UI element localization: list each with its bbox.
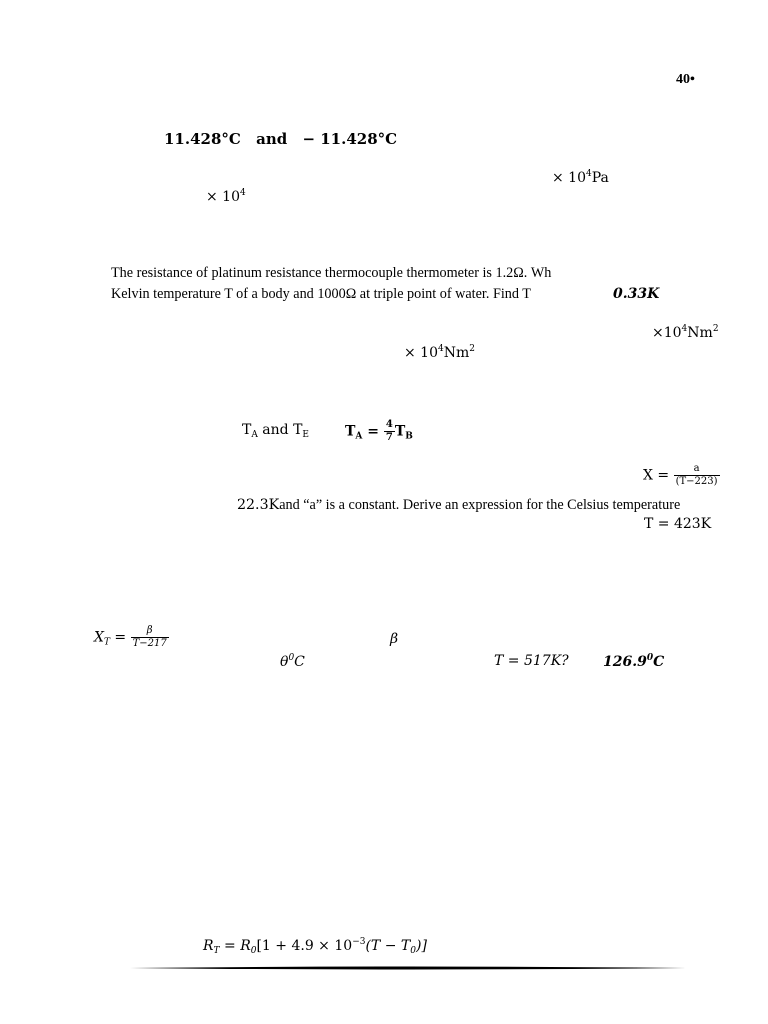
t-517k: T = 517K? (494, 653, 569, 669)
xt-expression: $X_T$ = $\frac{\beta}{T-217}$ (94, 625, 167, 649)
x-expression: X = $\frac{a}{(T-223)}$ (643, 463, 718, 487)
stress-value-middle: × $10^4Nm^2$ (404, 344, 475, 361)
temperature-answers (164, 130, 397, 148)
problem-text-line-1: The resistance of platinum resistance thermocouple thermometer is 1.2Ω. Wh (111, 265, 552, 281)
problem-text-line-2: Kelvin temperature T of a body and 1000Ω at triple point of water. Find T (111, 286, 531, 302)
page-number: 40• (676, 72, 695, 87)
theta-celsius: $\theta^0C$ (280, 653, 305, 670)
answer-0-33k: 0.33K (613, 286, 660, 302)
ta-and-tb: $T_A$ and $T_E$ (242, 422, 309, 440)
answer-positive: 11.428°C (164, 130, 241, 148)
and-word: and (256, 130, 288, 148)
celsius-derivation-line: 22.3Kand “a” is a constant. Derive an expression for the Celsius temperature (237, 497, 681, 513)
pressure-value: × $10^4Pa$ (552, 169, 609, 186)
beta-symbol: β (390, 631, 399, 647)
footer-rule (130, 966, 686, 970)
ta-relation: $T_A$ = $\frac{4}{7}$ $T_B$ (345, 419, 413, 443)
answer-negative: − 11.428°C (302, 130, 398, 148)
t-423k: T = 423K (644, 516, 712, 532)
rt-formula: $R_T = R_0[1 + 4.9 \times 10^{-3}(T - T_0)]$ (203, 937, 427, 956)
times-ten-value: × $10^4$ (206, 188, 246, 205)
stress-value-right: $\times 10^4Nm^2$ (652, 324, 719, 341)
answer-126-9c: 126.9$^0$C (603, 653, 665, 670)
